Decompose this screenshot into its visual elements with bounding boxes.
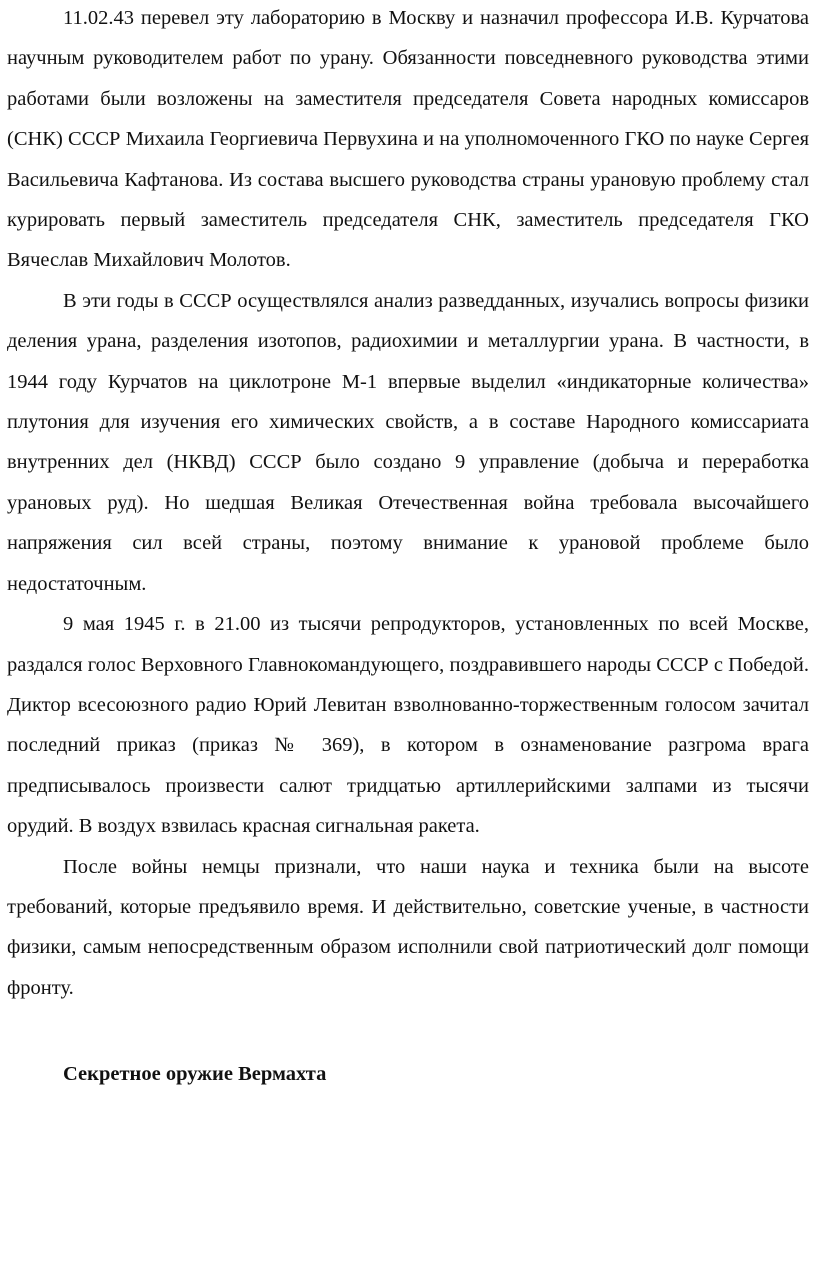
paragraph-2: В эти годы в СССР осуществлялся анализ разведданных, изучались вопросы физики деления урана, разделения изотопов, радиохимии и металлургии урана. В частности, в 1944 году Курчатов на циклотроне М-1 впервые выделил «индикаторные количества» плутония для изучения его химических свойств, а в составе Народного комиссариата внутренних дел (НКВД) СССР было создано 9 управление (добыча и переработка урановых руд). Но шедшая Великая Отечественная война требовала высочайшего напряжения сил всей страны, поэтому внимание к урановой проблеме было недостаточным. (7, 289, 809, 595)
paragraph-4: После войны немцы признали, что наши наука и техника были на высоте требований, которые предъявило время. И действительно, советские ученые, в частности физики, самым непосредственным образом исполнили свой патриотический долг помощи фронту. (7, 855, 809, 999)
section-heading: Секретное оружие Вермахта (63, 1063, 327, 1086)
document-page (7, 0, 809, 1094)
paragraph-1: 11.02.43 перевел эту лабораторию в Москву и назначил профессора И.В. Курчатова научным руководителем работ по урану. Обязанности повседневного руководства этими работами были возложены на заместителя председателя Совета народных комиссаров (СНК) СССР Михаила Георгиевича Первухина и на уполномоченного ГКО по науке Сергея Васильевича Кафтанова. Из состава высшего руководства страны урановую проблему стал курировать первый заместитель председателя СНК, заместитель председателя ГКО Вячеслав Михайлович Молотов. (7, 7, 809, 272)
paragraph-3: 9 мая 1945 г. в 21.00 из тысячи репродукторов, установленных по всей Москве, раздался голос Верховного Главнокомандующего, поздравившего народы СССР с Победой. Диктор всесоюзного радио Юрий Левитан взволнованно-торжественным голосом зачитал последний приказ (приказ № 369), в котором в ознаменование разгрома врага предписывалось произвести салют тридцатью артиллерийскими залпами из тысячи орудий. В воздух взвилась красная сигнальная ракета. (7, 613, 809, 838)
